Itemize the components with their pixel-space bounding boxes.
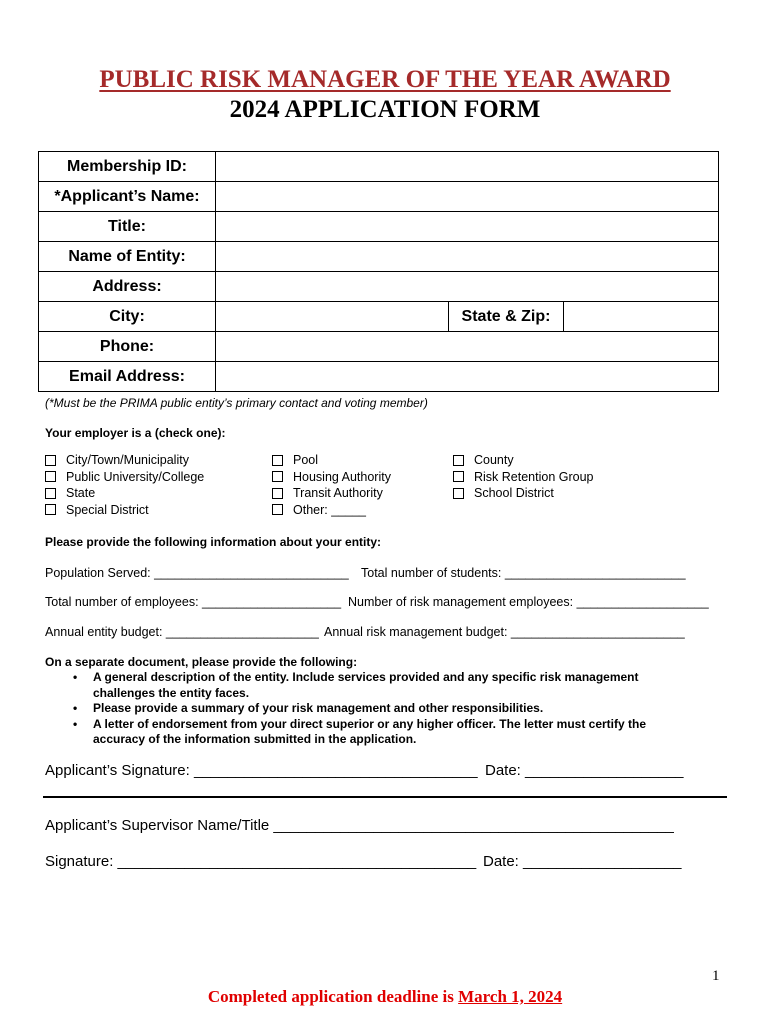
option-label: Pool — [293, 453, 319, 468]
city-label: City: — [39, 302, 216, 332]
phone-field[interactable] — [216, 332, 719, 362]
address-label: Address: — [39, 272, 216, 302]
list-item — [45, 701, 685, 717]
entity-name-label: Name of Entity: — [39, 242, 216, 272]
form-subtitle: 2024 APPLICATION FORM — [229, 96, 541, 123]
entity-info-heading: Please provide the following information about your entity: — [45, 535, 382, 549]
checkbox[interactable] — [272, 455, 283, 466]
supervisor-name-title-field[interactable]: Applicant’s Supervisor Name/Title ________________________________________________ — [45, 817, 674, 834]
employer-heading: Your employer is a (check one): — [45, 426, 226, 440]
employer-option[interactable] — [45, 485, 204, 502]
bullet-icon: • — [73, 670, 78, 684]
employer-options-col2 — [272, 452, 391, 518]
employer-option[interactable] — [453, 485, 594, 502]
checkbox[interactable] — [453, 455, 464, 466]
employer-option[interactable] — [272, 469, 391, 486]
list-item-text: A letter of endorsement from your direct superior or any higher officer. The letter must certify the accuracy of the information submitted in the application. — [93, 716, 647, 746]
total-students-field[interactable]: Total number of students: __________________________ — [361, 566, 686, 580]
requirements-list — [45, 670, 685, 748]
bullet-icon: • — [73, 701, 78, 715]
list-item-text: A general description of the entity. Include services provided and any specific risk management challenges the entity faces. — [93, 670, 639, 700]
checkbox[interactable] — [45, 488, 56, 499]
population-served-field[interactable]: Population Served: ____________________________ — [45, 566, 349, 580]
option-label: Special District — [66, 502, 149, 517]
employer-option[interactable] — [45, 469, 204, 486]
checkbox[interactable] — [45, 504, 56, 515]
employer-option[interactable] — [453, 469, 594, 486]
deadline-notice — [0, 987, 770, 1007]
employer-option[interactable] — [272, 485, 391, 502]
primary-contact-note: (*Must be the PRIMA public entity’s primary contact and voting member) — [45, 396, 428, 410]
employer-options-col3 — [453, 452, 594, 502]
checkbox[interactable] — [272, 504, 283, 515]
option-label: State — [66, 486, 96, 501]
option-label: Other: _____ — [293, 502, 366, 517]
checkbox[interactable] — [453, 471, 464, 482]
checkbox[interactable] — [453, 488, 464, 499]
page-number: 1 — [712, 968, 720, 984]
option-label: City/Town/Municipality — [66, 453, 189, 468]
phone-label: Phone: — [39, 332, 216, 362]
entity-budget-field[interactable]: Annual entity budget: ______________________ — [45, 625, 319, 639]
membership-id-field[interactable] — [216, 152, 719, 182]
divider — [43, 796, 727, 798]
deadline-text: Completed application deadline is — [207, 987, 459, 1006]
list-item — [45, 717, 685, 748]
option-label: County — [474, 453, 514, 468]
title-label: Title: — [39, 212, 216, 242]
rm-employees-field[interactable]: Number of risk management employees: ___________________ — [348, 595, 709, 609]
email-label: Email Address: — [39, 362, 216, 392]
employer-option[interactable] — [45, 502, 204, 519]
entity-name-field[interactable] — [216, 242, 719, 272]
state-zip-label: State & Zip: — [449, 302, 564, 332]
employer-option[interactable] — [272, 452, 391, 469]
option-label: Risk Retention Group — [474, 469, 594, 484]
list-item — [45, 670, 685, 701]
checkbox[interactable] — [45, 471, 56, 482]
employer-option[interactable] — [453, 452, 594, 469]
employer-option[interactable] — [272, 502, 391, 519]
total-employees-field[interactable]: Total number of employees: ____________________ — [45, 595, 342, 609]
state-zip-field[interactable] — [564, 302, 719, 332]
option-label: Housing Authority — [293, 469, 391, 484]
deadline-date: March 1, 2024 — [458, 987, 563, 1006]
city-field[interactable] — [216, 302, 449, 332]
membership-id-label: Membership ID: — [39, 152, 216, 182]
checkbox[interactable] — [272, 471, 283, 482]
supervisor-signature-field[interactable]: Signature: ___________________________________________ — [45, 853, 477, 870]
email-field[interactable] — [216, 362, 719, 392]
option-label: Public University/College — [66, 469, 205, 484]
checkbox[interactable] — [45, 455, 56, 466]
applicant-name-label: *Applicant’s Name: — [39, 182, 216, 212]
checkbox[interactable] — [272, 488, 283, 499]
address-field[interactable] — [216, 272, 719, 302]
option-label: School District — [474, 486, 554, 501]
applicant-date-field[interactable]: Date: ___________________ — [485, 762, 684, 779]
option-label: Transit Authority — [293, 486, 383, 501]
applicant-signature-field[interactable]: Applicant’s Signature: __________________________________ — [45, 762, 478, 779]
employer-option[interactable] — [45, 452, 204, 469]
separate-document-heading: On a separate document, please provide the following: — [45, 655, 358, 669]
applicant-name-field[interactable] — [216, 182, 719, 212]
supervisor-date-field[interactable]: Date: ___________________ — [483, 853, 682, 870]
bullet-icon: • — [73, 716, 78, 731]
form-title: PUBLIC RISK MANAGER OF THE YEAR AWARD — [99, 66, 671, 93]
rm-budget-field[interactable]: Annual risk management budget: _________________________ — [324, 625, 685, 639]
employer-options-col1 — [45, 452, 204, 518]
applicant-info-table — [38, 151, 719, 392]
list-item-text: Please provide a summary of your risk management and other responsibilities. — [93, 701, 544, 715]
title-field[interactable] — [216, 212, 719, 242]
